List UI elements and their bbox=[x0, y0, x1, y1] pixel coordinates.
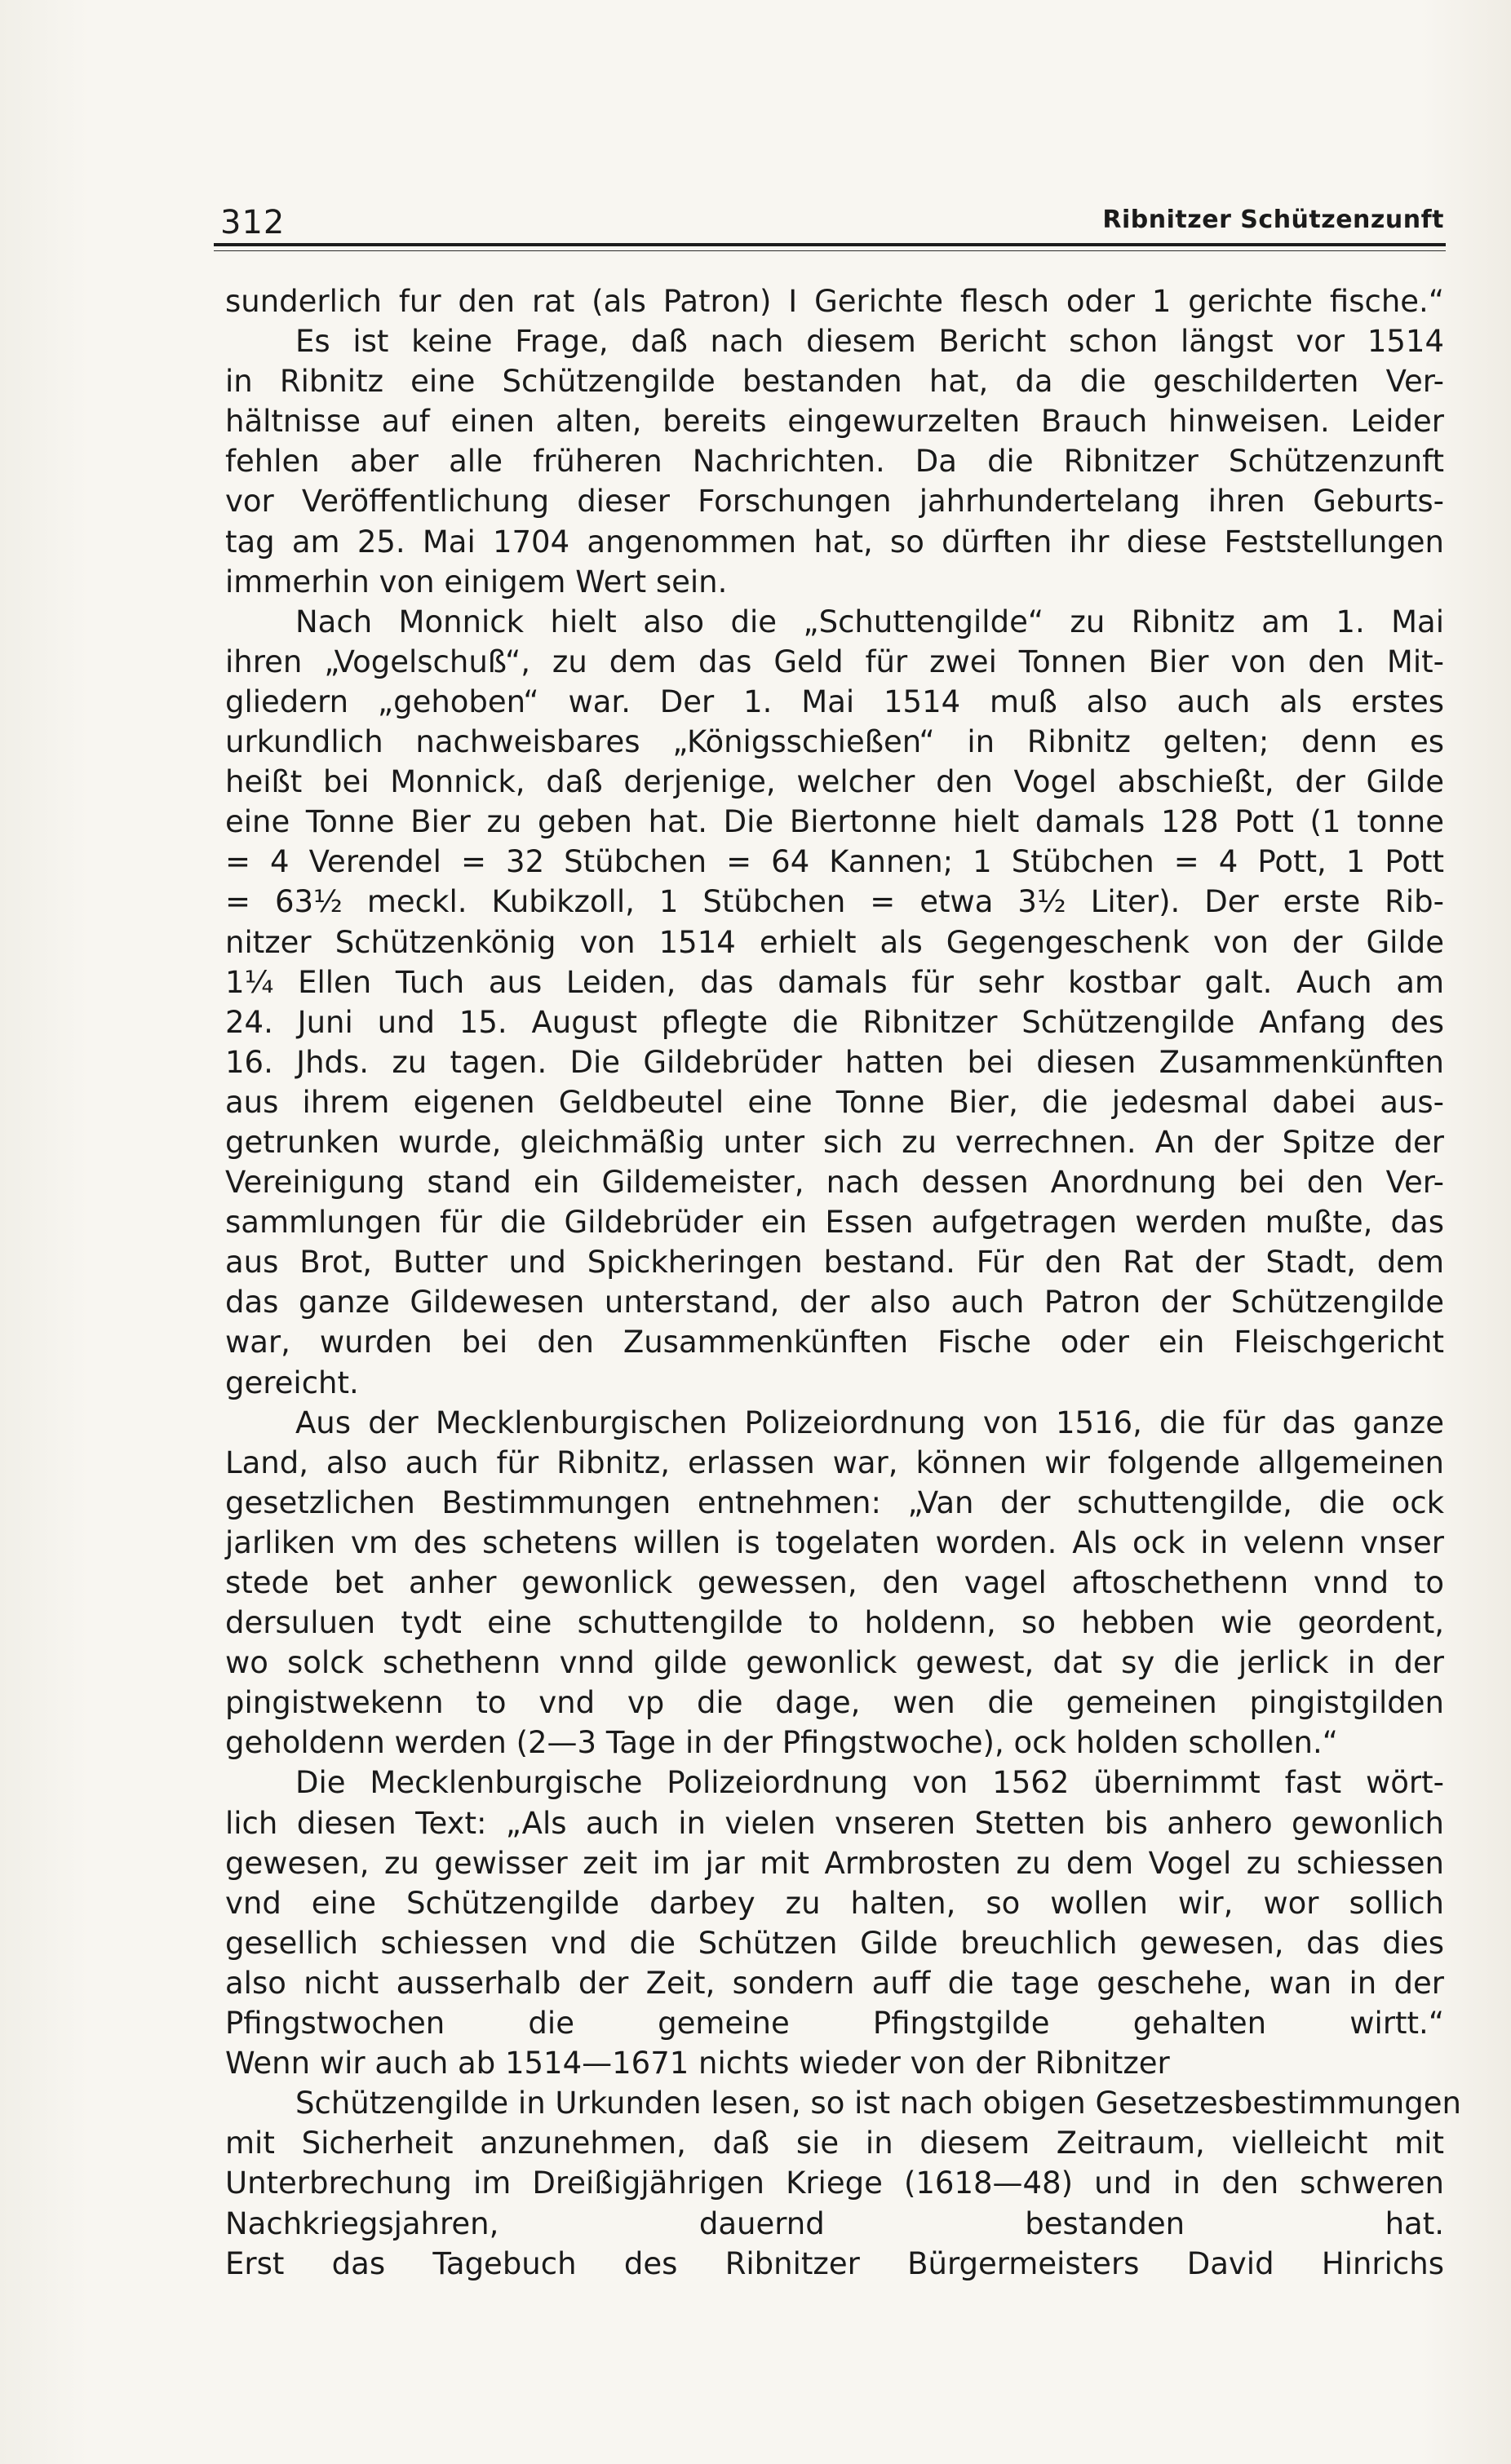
text-line: = 63½ meckl. Kubikzoll, 1 Stübchen = etwa 3½ Liter). Der erste Rib- bbox=[225, 884, 1444, 920]
text-line: gliedern „gehoben“ war. Der 1. Mai 1514 muß also auch als erstes bbox=[225, 683, 1444, 719]
text-line: Nachkriegsjahren, dauernd bestanden hat. bbox=[225, 2205, 1444, 2241]
text-line: aus ihrem eigenen Geldbeutel eine Tonne Bier, die jedesmal dabei aus- bbox=[225, 1084, 1444, 1120]
text-line: stede bet anher gewonlick gewessen, den vagel aftoschethenn vnnd to bbox=[225, 1565, 1444, 1600]
header-rule-thick bbox=[214, 243, 1446, 246]
page-header bbox=[220, 196, 1444, 245]
text-line: gesellich schiessen vnd die Schützen Gilde breuchlich gewesen, das dies bbox=[225, 1925, 1444, 1961]
text-line: Land, also auch für Ribnitz, erlassen war, können wir folgende allgemeinen bbox=[225, 1444, 1444, 1480]
text-line: wo solck schethenn vnnd gilde gewonlick gewest, dat sy die jerlick in der bbox=[225, 1645, 1444, 1681]
text-line: dersuluen tydt eine schuttengilde to holdenn, so hebben wie geordent, bbox=[225, 1605, 1444, 1641]
text-line: in Ribnitz eine Schützengilde bestanden hat, da die geschilderten Ver- bbox=[225, 364, 1444, 400]
text-line: fehlen aber alle früheren Nachrichten. Da die Ribnitzer Schützenzunft bbox=[225, 444, 1444, 480]
text-line: 1¼ Ellen Tuch aus Leiden, das damals für sehr kostbar galt. Auch am bbox=[225, 964, 1444, 1000]
text-line: tag am 25. Mai 1704 angenommen hat, so dürften ihr diese Feststellungen bbox=[225, 524, 1444, 560]
text-line: Die Mecklenburgische Polizeiordnung von 1562 übernimmt fast wört- bbox=[295, 1765, 1444, 1801]
text-line: nitzer Schützenkönig von 1514 erhielt als Gegengeschenk von der Gilde bbox=[225, 924, 1444, 960]
text-line: sammlungen für die Gildebrüder ein Essen aufgetragen werden mußte, das bbox=[225, 1205, 1444, 1241]
text-line: eine Tonne Bier zu geben hat. Die Biertonne hielt damals 128 Pott (1 tonne bbox=[225, 804, 1444, 840]
text-line: vnd eine Schützengilde darbey zu halten, so wollen wir, wor sollich bbox=[225, 1885, 1444, 1921]
text-line: lich diesen Text: „Als auch in vielen vnseren Stetten bis anhero gewonlich bbox=[225, 1805, 1444, 1841]
text-line: aus Brot, Butter und Spickheringen bestand. Für den Rat der Stadt, dem bbox=[225, 1245, 1444, 1281]
text-line: heißt bei Monnick, daß derjenige, welcher den Vogel abschießt, der Gilde bbox=[225, 764, 1444, 800]
text-line: Es ist keine Frage, daß nach diesem Bericht schon längst vor 1514 bbox=[295, 324, 1444, 360]
text-line: das ganze Gildewesen unterstand, der also auch Patron der Schützengilde bbox=[225, 1285, 1444, 1320]
text-line: Erst das Tagebuch des Ribnitzer Bürgermeisters David Hinrichs bbox=[225, 2245, 1444, 2281]
text-line: gewesen, zu gewisser zeit im jar mit Armbrosten zu dem Vogel zu schiessen bbox=[225, 1845, 1444, 1881]
header-rule-thin bbox=[214, 250, 1446, 251]
text-line: war, wurden bei den Zusammenkünften Fische oder ein Fleischgericht bbox=[225, 1325, 1444, 1360]
running-title: Ribnitzer Schützenzunft bbox=[1102, 206, 1444, 234]
text-line: Unterbrechung im Dreißigjährigen Kriege (1618—48) und in den schweren bbox=[225, 2165, 1444, 2201]
text-line: sunderlich fur den rat (als Patron) I Gerichte flesch oder 1 gerichte fische.“ bbox=[225, 284, 1444, 319]
text-line: geholdenn werden (2—3 Tage in der Pfingstwoche), ock holden schollen.“ bbox=[225, 1725, 1338, 1761]
text-line: Schützengilde in Urkunden lesen, so ist nach obigen Gesetzesbestimmungen bbox=[295, 2086, 1461, 2121]
text-line: immerhin von einigem Wert sein. bbox=[225, 564, 728, 599]
text-line: Wenn wir auch ab 1514—1671 nichts wieder von der Ribnitzer bbox=[225, 2046, 1170, 2081]
text-line: getrunken wurde, gleichmäßig unter sich zu verrechnen. An der Spitze der bbox=[225, 1124, 1444, 1160]
page-number: 312 bbox=[220, 204, 286, 241]
text-line: mit Sicherheit anzunehmen, daß sie in diesem Zeitraum, vielleicht mit bbox=[225, 2126, 1444, 2161]
body-text bbox=[225, 281, 1461, 2284]
text-line: pingistwekenn to vnd vp die dage, wen die gemeinen pingistgilden bbox=[225, 1685, 1444, 1721]
text-line: also nicht ausserhalb der Zeit, sondern auff die tage geschehe, wan in der bbox=[225, 1965, 1444, 2001]
text-line: Aus der Mecklenburgischen Polizeiordnung von 1516, die für das ganze bbox=[295, 1405, 1444, 1440]
text-line: ihren „Vogelschuß“, zu dem das Geld für zwei Tonnen Bier von den Mit- bbox=[225, 644, 1444, 679]
text-line: gereicht. bbox=[225, 1365, 359, 1400]
text-line: jarliken vm des schetens willen is togelaten worden. Als ock in velenn vnser bbox=[225, 1524, 1444, 1560]
text-line: Pfingstwochen die gemeine Pfingstgilde gehalten wirtt.“ bbox=[225, 2006, 1444, 2042]
text-line: = 4 Verendel = 32 Stübchen = 64 Kannen; 1 Stübchen = 4 Pott, 1 Pott bbox=[225, 844, 1444, 880]
text-line: hältnisse auf einen alten, bereits eingewurzelten Brauch hinweisen. Leider bbox=[225, 404, 1444, 440]
text-line: 24. Juni und 15. August pflegte die Ribnitzer Schützengilde Anfang des bbox=[225, 1004, 1444, 1040]
text-line: Nach Monnick hielt also die „Schuttengilde“ zu Ribnitz am 1. Mai bbox=[295, 604, 1444, 639]
text-line: 16. Jhds. zu tagen. Die Gildebrüder hatten bei diesen Zusammenkünften bbox=[225, 1044, 1444, 1080]
text-line: Vereinigung stand ein Gildemeister, nach dessen Anordnung bei den Ver- bbox=[225, 1165, 1444, 1201]
text-line: urkundlich nachweisbares „Königsschießen“ in Ribnitz gelten; denn es bbox=[225, 724, 1444, 760]
text-line: vor Veröffentlichung dieser Forschungen jahrhundertelang ihren Geburts- bbox=[225, 484, 1444, 520]
text-line: gesetzlichen Bestimmungen entnehmen: „Van der schuttengilde, die ock bbox=[225, 1484, 1444, 1520]
